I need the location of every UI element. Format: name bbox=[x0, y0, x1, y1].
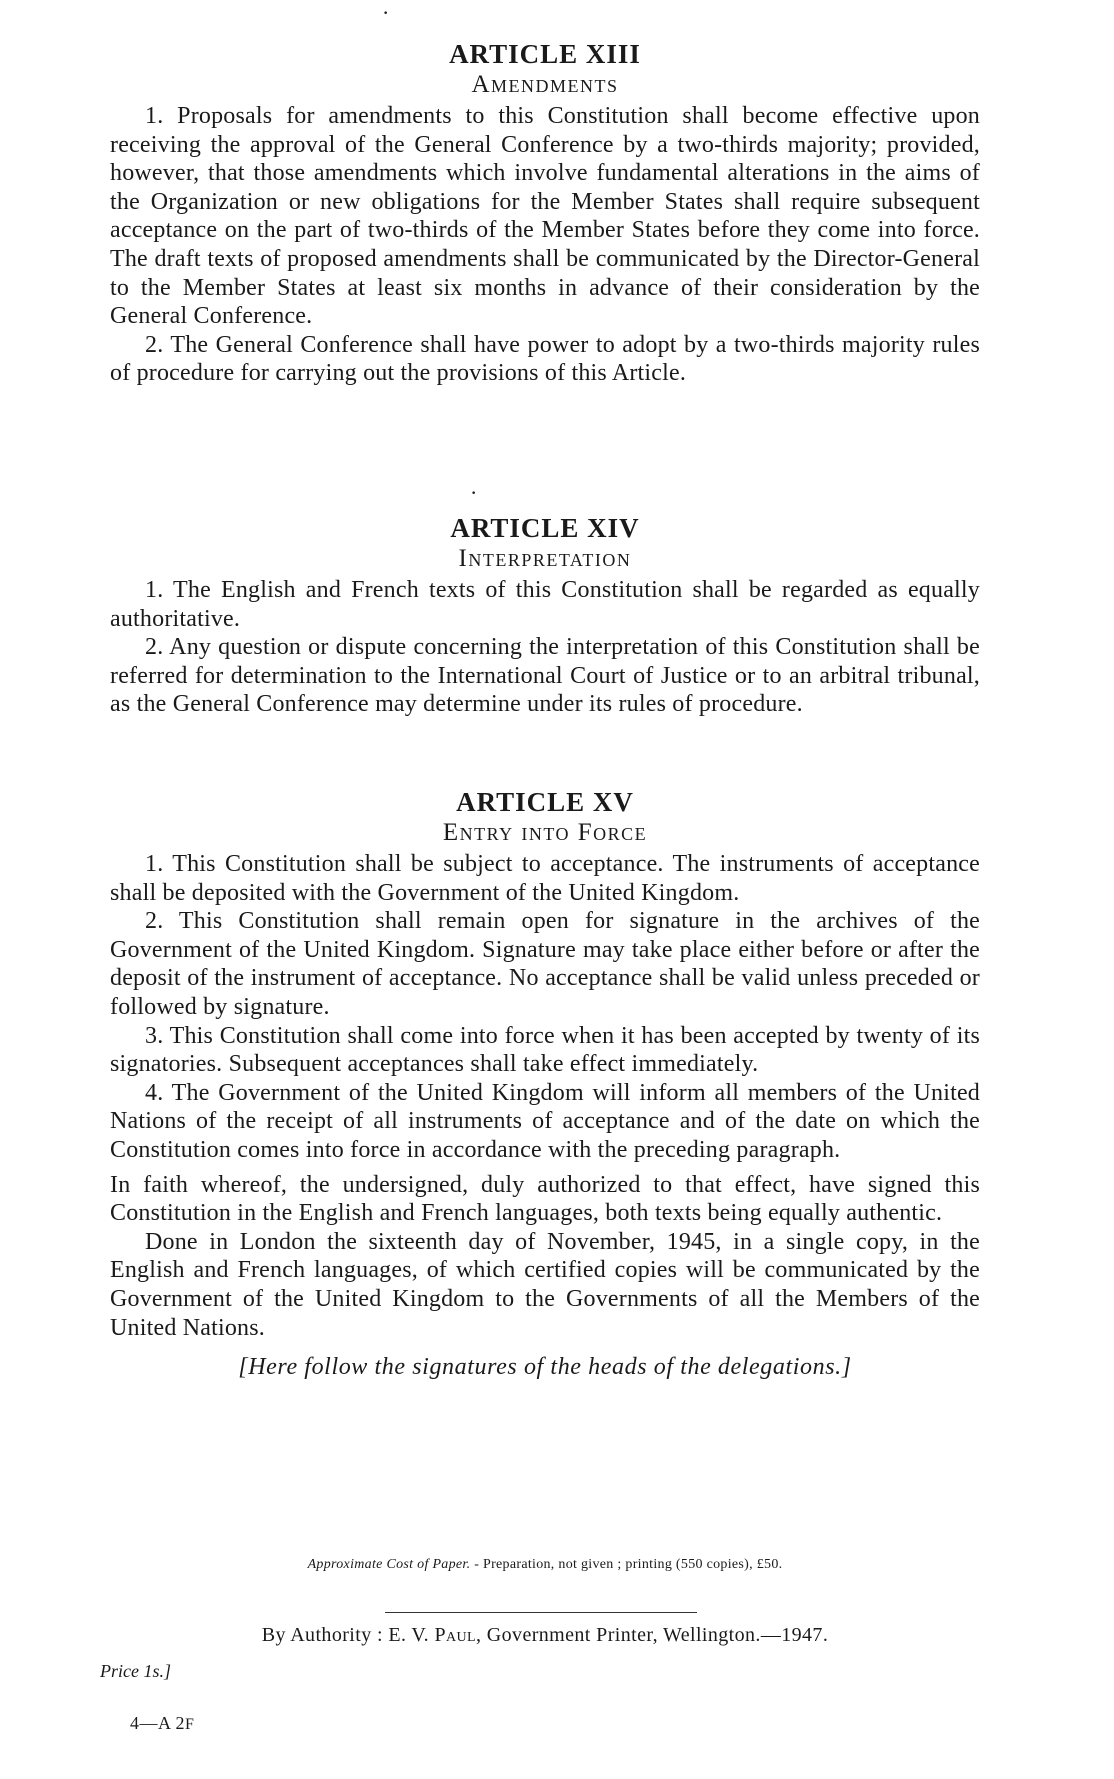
article-xiv bbox=[110, 512, 980, 719]
reference-suffix: F bbox=[185, 1716, 195, 1733]
printer-name: E. V. Paul, bbox=[388, 1624, 482, 1646]
print-speck: · bbox=[382, 0, 390, 25]
article-xiii-title: ARTICLE XIII bbox=[449, 39, 641, 69]
article-xiii-para-2: 2. The General Conference shall have power to adopt by a two-thirds majority rules of procedure for carrying out the provisions of this Article. bbox=[110, 331, 980, 387]
cost-label: Approximate Cost of Paper. bbox=[307, 1557, 471, 1572]
article-xv-para-1: 1. This Constitution shall be subject to acceptance. The instruments of acceptance shall be deposited with the Government of the United Kingdom. bbox=[110, 851, 980, 906]
article-xv bbox=[110, 786, 980, 1382]
article-xiv-subtitle: Interpretation bbox=[458, 545, 632, 572]
article-xiv-para-1: 1. The English and French texts of this Constitution shall be regarded as equally authoritative. bbox=[110, 577, 980, 632]
article-xiii bbox=[110, 38, 980, 388]
article-xv-para-3: 3. This Constitution shall come into force when it has been accepted by twenty of its signatories. Subsequent acceptances shall take effect immediately. bbox=[110, 1022, 980, 1078]
authority-prefix: By Authority : bbox=[261, 1624, 383, 1646]
article-xv-para-2: 2. This Constitution shall remain open for signature in the archives of the Government of the United Kingdom. Signature may take place either before or after the deposit of the instrument of acceptance. No acceptance shall be valid unless preceded or followed by signature. bbox=[110, 908, 980, 1020]
reference-main: 4—A 2 bbox=[130, 1713, 186, 1733]
printer-authority bbox=[110, 1622, 980, 1648]
in-faith-whereof: In faith whereof, the undersigned, duly authorized to that effect, have signed this Constitution in the English and French languages, both texts being equally authentic. bbox=[110, 1171, 980, 1227]
authority-suffix: Government Printer, Wellington.—1947. bbox=[486, 1624, 829, 1646]
article-xv-title: ARTICLE XV bbox=[456, 787, 634, 817]
article-xiii-para-1: 1. Proposals for amendments to this Constitution shall become effective upon receiving the approval of the General Conference by a two-thirds majority; provided, however, that those amendments which involve fundamental alterations in the aims of the Organization or new obligations for the Member States shall require subsequent acceptance on the part of two-thirds of the Member States before they come into force. The draft texts of proposed amendments shall be communicated by the Director-General to the Member States at least six months in advance of their consideration by the General Conference. bbox=[110, 103, 980, 330]
document-reference bbox=[130, 1712, 194, 1736]
cost-of-paper bbox=[110, 1556, 980, 1574]
article-xiii-subtitle: Amendments bbox=[471, 71, 619, 98]
signatures-note: [Here follow the signatures of the heads of the delegations.] bbox=[238, 1354, 852, 1381]
price: Price 1s.] bbox=[100, 1661, 171, 1681]
print-speck: · bbox=[470, 480, 478, 505]
divider-rule bbox=[385, 1612, 697, 1613]
article-xiv-title: ARTICLE XIV bbox=[450, 513, 640, 543]
done-in-london: Done in London the sixteenth day of November, 1945, in a single copy, in the English and French languages, of which certified copies will be communicated by the Government of the United Kingdom to the Governments of all the Members of the United Nations. bbox=[110, 1228, 980, 1341]
article-xiv-para-2: 2. Any question or dispute concerning the interpretation of this Constitution shall be referred for determination to the International Court of Justice or to an arbitral tribunal, as the General Conference may determine under its rules of procedure. bbox=[110, 634, 980, 718]
cost-detail: - Preparation, not given ; printing (550 copies), £50. bbox=[474, 1557, 783, 1572]
article-xv-para-4: 4. The Government of the United Kingdom will inform all members of the United Nations of the receipt of all instruments of acceptance and of the date on which the Constitution comes into force in accordance with the preceding paragraph. bbox=[110, 1079, 980, 1163]
article-xv-subtitle: Entry into Force bbox=[442, 819, 648, 846]
